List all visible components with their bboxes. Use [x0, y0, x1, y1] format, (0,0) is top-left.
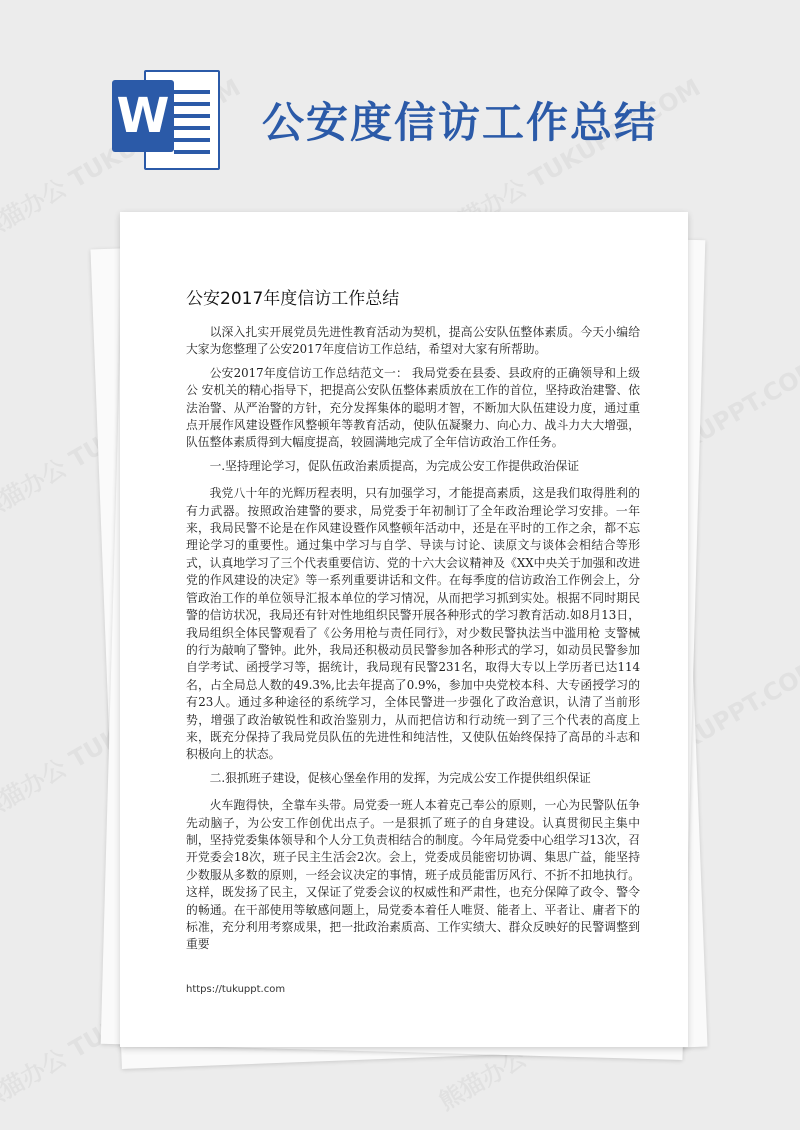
page-header: [0, 0, 800, 200]
word-badge: W: [112, 80, 174, 152]
page-title: 公安度信访工作总结: [262, 98, 659, 147]
word-document-icon: [112, 62, 222, 172]
document-body: [186, 324, 640, 960]
footer-url: https://tukuppt.com: [186, 984, 286, 995]
intro-paragraph: 以深入扎实开展党员先进性教育活动为契机，提高公安队伍整体素质。今天小编给大家为您整理了公安2017年度信访工作总结，希望对大家有所帮助。: [186, 325, 640, 357]
section-heading: 二.狠抓班子建设，促核心堡垒作用的发挥，为完成公安工作提供组织保证: [209, 770, 591, 785]
document-page: [120, 212, 688, 1047]
body-paragraph: 火车跑得快，全靠车头带。局党委一班人本着克己奉公的原则，一心为民警队伍争先动脑子，为公安工作创优出点子。一是狠抓了班子的自身建设。认真贯彻民主集中制，坚持党委集体领导和个人分工负责相结合的制度。今年局党委中心组学习13次，召开党委会18次，班子民主生活会2次。会上，党委成员能密切协调、集思广益，能坚持少数服从多数的原则，一经会议决定的事情，班子成员能雷厉风行、不折不扣地执行。这样，既发扬了民主，又保证了党委会议的权威性和严肃性，也充分保障了政令、警令的畅通。在干部使用等敏感问题上，局党委本着任人唯贤、能者上、平者让、庸者下的标准，充分利用考察成果，把一批政治素质高、工作实绩大、群众反映好的民警调整到重要: [186, 798, 640, 952]
section-heading: 一.坚持理论学习，促队伍政治素质提高，为完成公安工作提供政治保证: [209, 458, 580, 473]
document-title: 公安2017年度信访工作总结: [186, 289, 400, 309]
body-paragraph: 我党八十年的光辉历程表明，只有加强学习，才能提高素质，这是我们取得胜利的有力武器。按照政治建警的要求，局党委于年初制订了全年政治理论学习安排。一年来，我局民警不论是在作风建设暨作风整顿年活动中，还是在平时的工作之余，都不忘理论学习的重要性。通过集中学习与自学、导读与讨论、读原文与谈体会相结合等形式，认真地学习了三个代表重要信访、党的十六大会议精神及《XX中央关于加强和改进党的作风建设的决定》等一系列重要讲话和文件。在每季度的信访政治工作例会上，分管政治工作的单位领导汇报本单位的学习情况，从而把学习抓到实处。根据不同时期民警的信访状况，我局还有针对性地组织民警开展各种形式的学习教育活动.如8月13日，我局组织全体民警观看了《公务用枪与责任同行》，对少数民警执法当中滥用枪 支警械的行为敲响了警钟。此外，我局还积极动员民警参加各种形式的学习，如动员民警参加自学考试、函授学习等，据统计，我局现有民警231名，取得大专以上学历者已达114名，占全局总人数的49.3%,比去年提高了0.9%，参加中央党校本科、大专函授学习的有23人。通过多种途径的系统学习，全体民警进一步强化了政治意识，认清了当前形势，增强了政治敏锐性和政治鉴别力，从而把信访和行动统一到了三个代表的高度上来，既充分保持了我局党员队伍的先进性和纯洁性，又使队伍始终保持了高昂的斗志和积极向上的状态。: [186, 486, 640, 762]
body-paragraph: 公安2017年度信访工作总结范文一： 我局党委在县委、县政府的正确领导和上级公 安机关的精心指导下，把提高公安队伍整体素质放在工作的首位，坚持政治建警、依法治警、从严治警的方针，充分发挥集体的聪明才智，不断加大队伍建设力度，通过重点开展作风建设暨作风整顿年等教育活动，使队伍凝聚力、向心力、战斗力大大增强，队伍整体素质得到大幅度提高，较圆满地完成了全年信访政治工作任务。: [186, 365, 640, 450]
